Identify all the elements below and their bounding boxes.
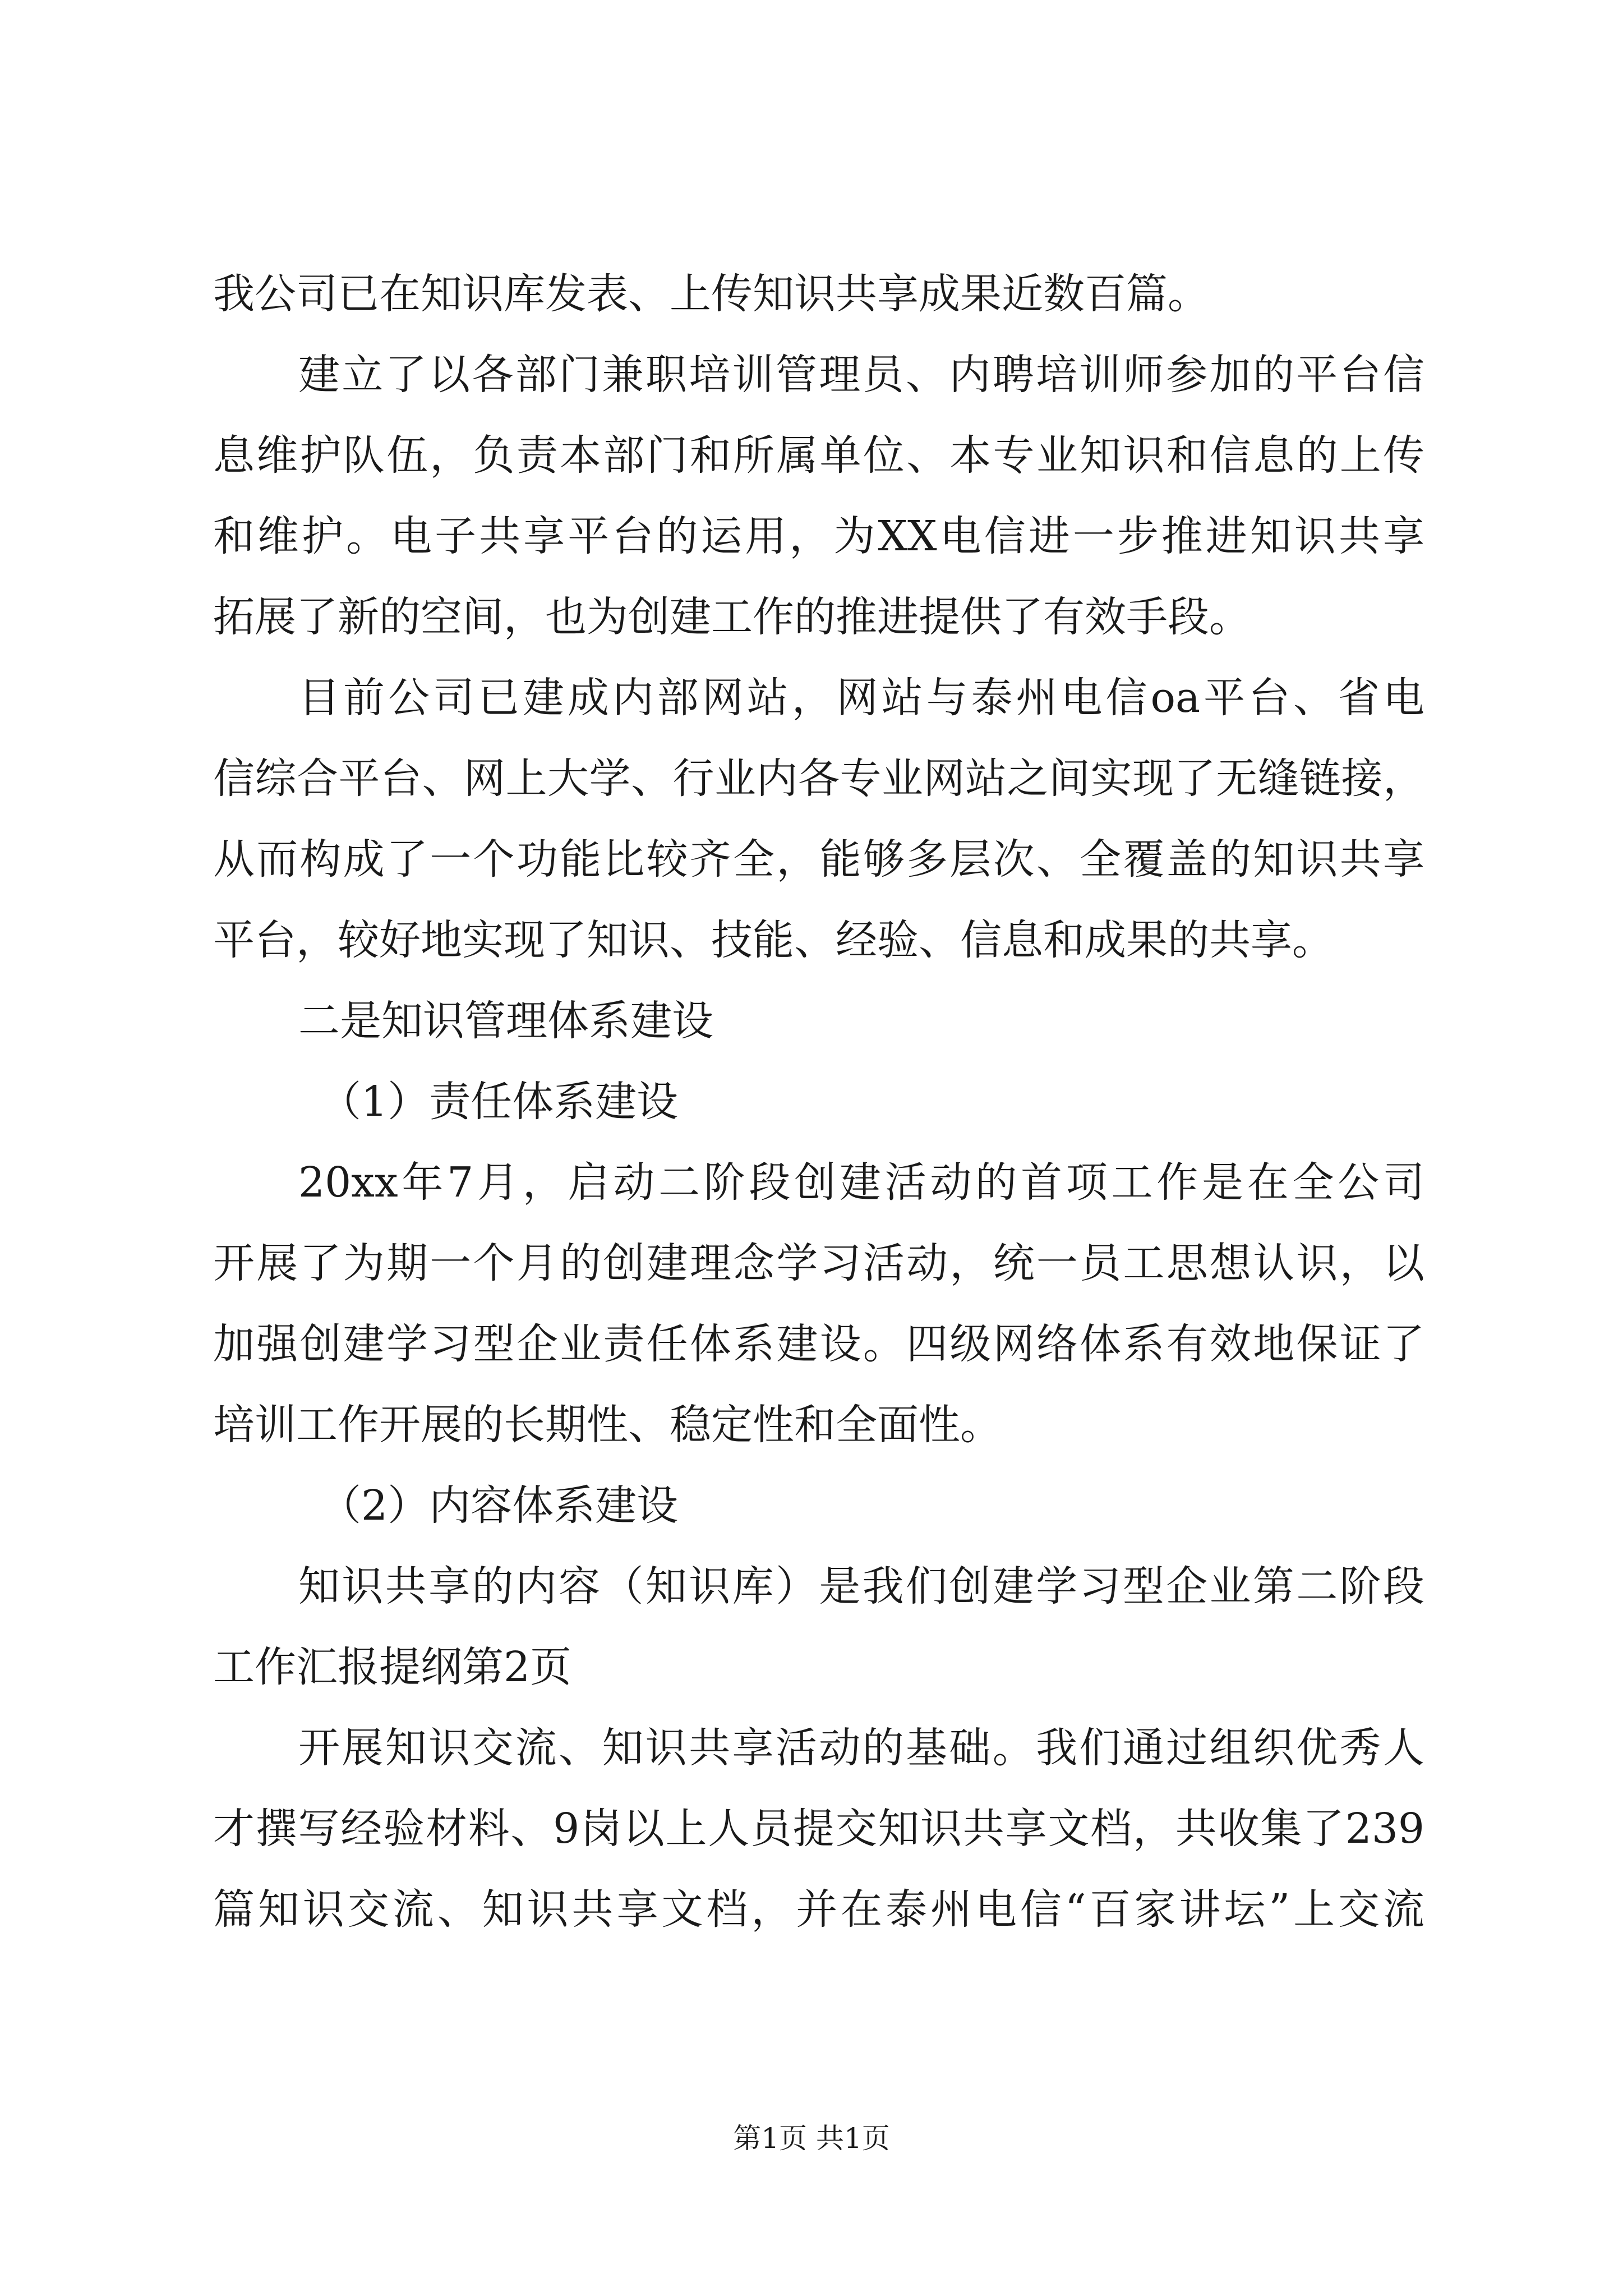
text-line: 息维护队伍，负责本部门和所属单位、本专业知识和信息的上传 bbox=[213, 431, 1424, 480]
text-line: 目前公司已建成内部网站，网站与泰州电信oa平台、省电 bbox=[298, 674, 1424, 722]
text-line: 知识共享的内容（知识库）是我们创建学习型企业第二阶段 bbox=[298, 1562, 1424, 1611]
text-line: 二是知识管理体系建设 bbox=[298, 997, 713, 1045]
text-line: 加强创建学习型企业责任体系建设。四级网络体系有效地保证了 bbox=[213, 1320, 1424, 1368]
text-line: （2）内容体系建设 bbox=[320, 1481, 679, 1530]
text-line: 拓展了新的空间，也为创建工作的推进提供了有效手段。 bbox=[213, 593, 1251, 641]
text-line: 建立了以各部门兼职培训管理员、内聘培训师参加的平台信 bbox=[298, 351, 1424, 399]
text-line: 工作汇报提纲第2页 bbox=[213, 1643, 572, 1691]
text-line: 开展了为期一个月的创建理念学习活动，统一员工思想认识，以 bbox=[213, 1239, 1424, 1287]
page-footer: 第1页 共1页 bbox=[733, 2122, 890, 2155]
text-line: 篇知识交流、知识共享文档，并在泰州电信“百家讲坛”上交流 bbox=[213, 1885, 1424, 1934]
text-line: 我公司已在知识库发表、上传知识共享成果近数百篇。 bbox=[213, 270, 1209, 318]
text-line: （1）责任体系建设 bbox=[320, 1078, 679, 1126]
text-line: 培训工作开展的长期性、稳定性和全面性。 bbox=[213, 1401, 1002, 1449]
text-line: 和维护。电子共享平台的运用，为XX电信进一步推进知识共享 bbox=[213, 512, 1424, 560]
text-line: 从而构成了一个功能比较齐全，能够多层次、全覆盖的知识共享 bbox=[213, 835, 1424, 884]
text-line: 才撰写经验材料、9岗以上人员提交知识共享文档，共收集了239 bbox=[213, 1805, 1424, 1853]
text-line: 开展知识交流、知识共享活动的基础。我们通过组织优秀人 bbox=[298, 1724, 1424, 1772]
text-line: 20xx年7月，启动二阶段创建活动的首项工作是在全公司 bbox=[298, 1158, 1424, 1207]
text-line: 平台，较好地实现了知识、技能、经验、信息和成果的共享。 bbox=[213, 916, 1334, 964]
text-line: 信综合平台、网上大学、行业内各专业网站之间实现了无缝链接， bbox=[213, 754, 1424, 803]
document-body bbox=[213, 254, 1424, 1950]
